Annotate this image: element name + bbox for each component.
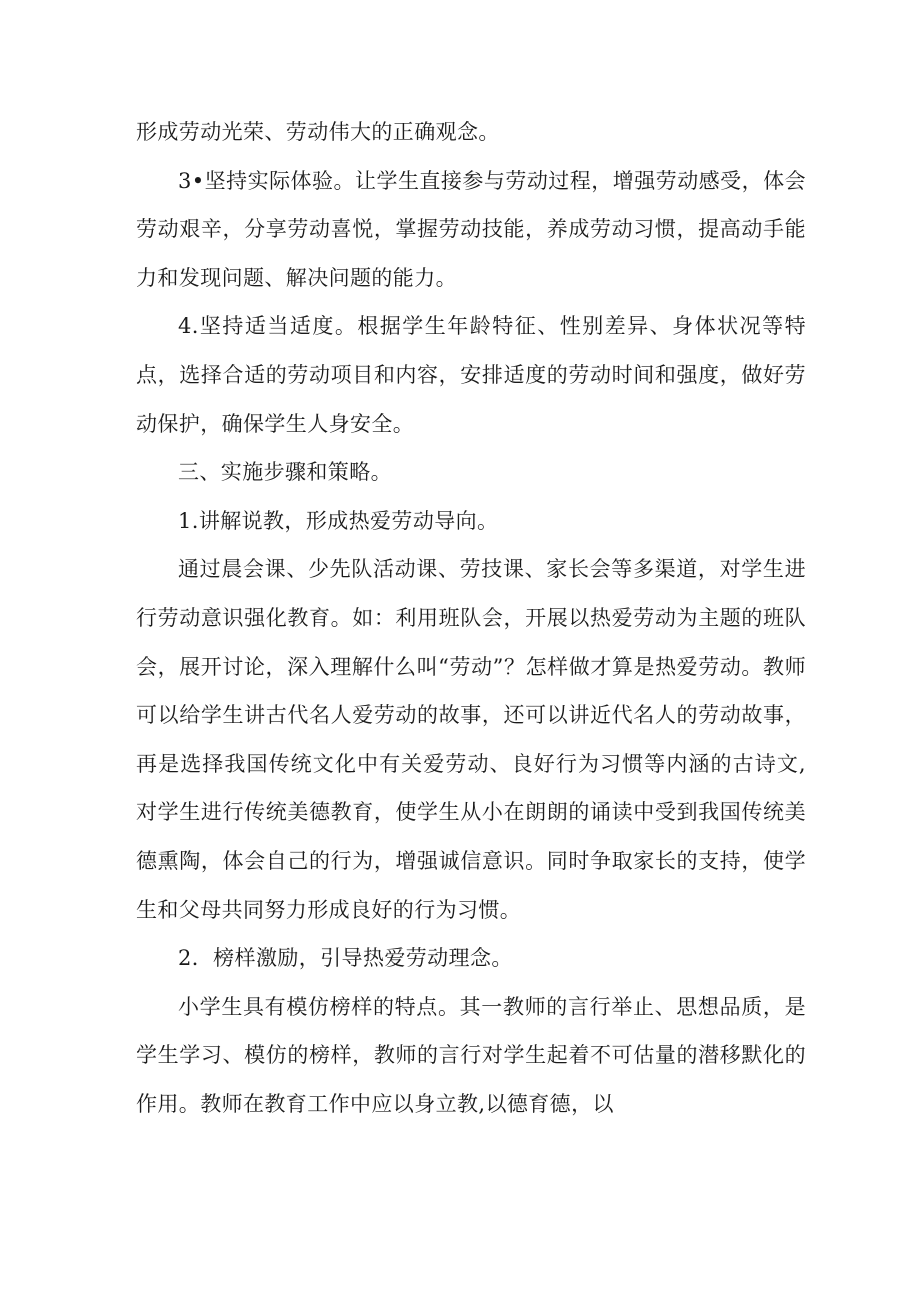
subheading-step-1: 1.讲解说教，形成热爱劳动导向。 [178,508,499,533]
paragraph-principle-4: 4.坚持适当适度。根据学生年龄特征、性别差异、身体状况等特点，选择合适的劳动项目和内容，安排适度的劳动时间和强度，做好劳动保护，确保学生人身安全。 [136,314,806,436]
paragraph-step-1-body: 通过晨会课、少先队活动课、劳技课、家长会等多渠道，对学生进行劳动意识强化教育。如：利用班队会，开展以热爱劳动为主题的班队会，展开讨论，深入理解什么叫“劳动”？怎样做才算是热爱劳动。教师可以给学生讲古代名人爱劳动的故事，还可以讲近代名人的劳动故事，再是选择我国传统文化中有关爱劳动、良好行为习惯等内涵的古诗文,对学生进行传统美德教育，使学生从小在朗朗的诵读中受到我国传统美德熏陶，体会自己的行为，增强诚信意识。同时争取家长的支持，使学生和父母共同努力形成良好的行为习惯。 [136,557,806,922]
document-body [136,108,806,1128]
paragraph-principle-3: 3•坚持实际体验。让学生直接参与劳动过程，增强劳动感受，体会劳动艰辛，分享劳动喜悦，掌握劳动技能，养成劳动习惯，提高动手能力和发现问题、解决问题的能力。 [136,168,806,290]
section-heading-3: 三、实施步骤和策略。 [178,460,392,485]
subheading-step-2: 2．榜样激励，引导热爱劳动理念。 [178,946,513,971]
paragraph-step-2-body: 小学生具有模仿榜样的特点。其一教师的言行举止、思想品质，是学生学习、模仿的榜样，教师的言行对学生起着不可估量的潜移默化的作用。教师在教育工作中应以身立教,以德育德，以 [136,994,806,1116]
paragraph-continuation: 形成劳动光荣、劳动伟大的正确观念。 [136,120,500,144]
